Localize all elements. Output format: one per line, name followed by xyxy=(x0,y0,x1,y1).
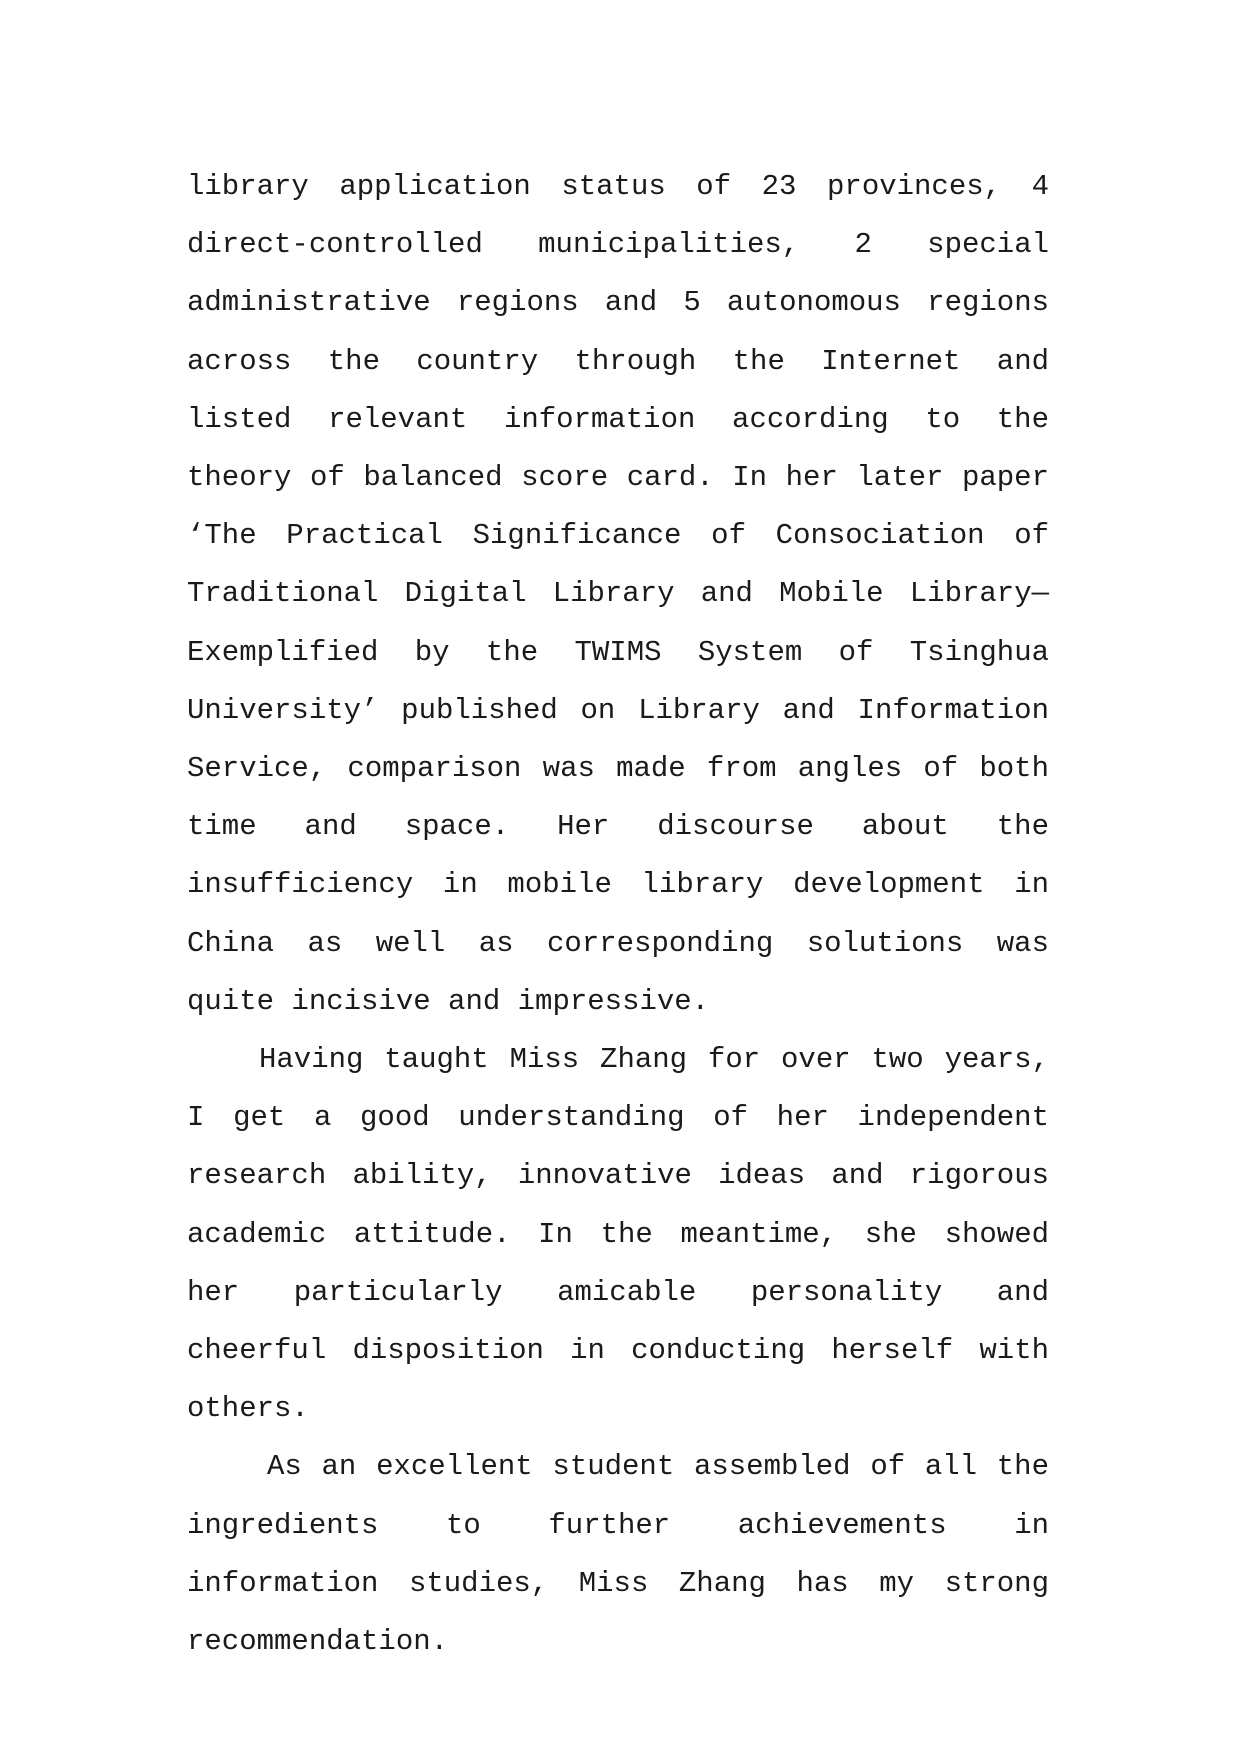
paragraph-library-research: library application status of 23 provinces, 4 direct-controlled municipalities, 2 special administrative regions and 5 autonomous regions across the country through the Internet and listed relevant information according to the theory of balanced score card. In her later paper ‘The Practical Significance of Consociation of Traditional Digital Library and Mobile Library—Exemplified by the TWIMS System of Tsinghua University’ published on Library and Information Service, comparison was made from angles of both time and space. Her discourse about the insufficiency in mobile library development in China as well as corresponding solutions was quite incisive and impressive. xyxy=(187,170,1049,1018)
document-page xyxy=(187,158,1049,1671)
paragraph-recommendation: As an excellent student assembled of all the ingredients to further achievements in information studies, Miss Zhang has my strong recommendation. xyxy=(187,1450,1049,1659)
paragraph-teaching-assessment: Having taught Miss Zhang for over two years, I get a good understanding of her independent research ability, innovative ideas and rigorous academic attitude. In the meantime, she showed her particularly amicable personality and cheerful disposition in conducting herself with others. xyxy=(187,1043,1049,1426)
